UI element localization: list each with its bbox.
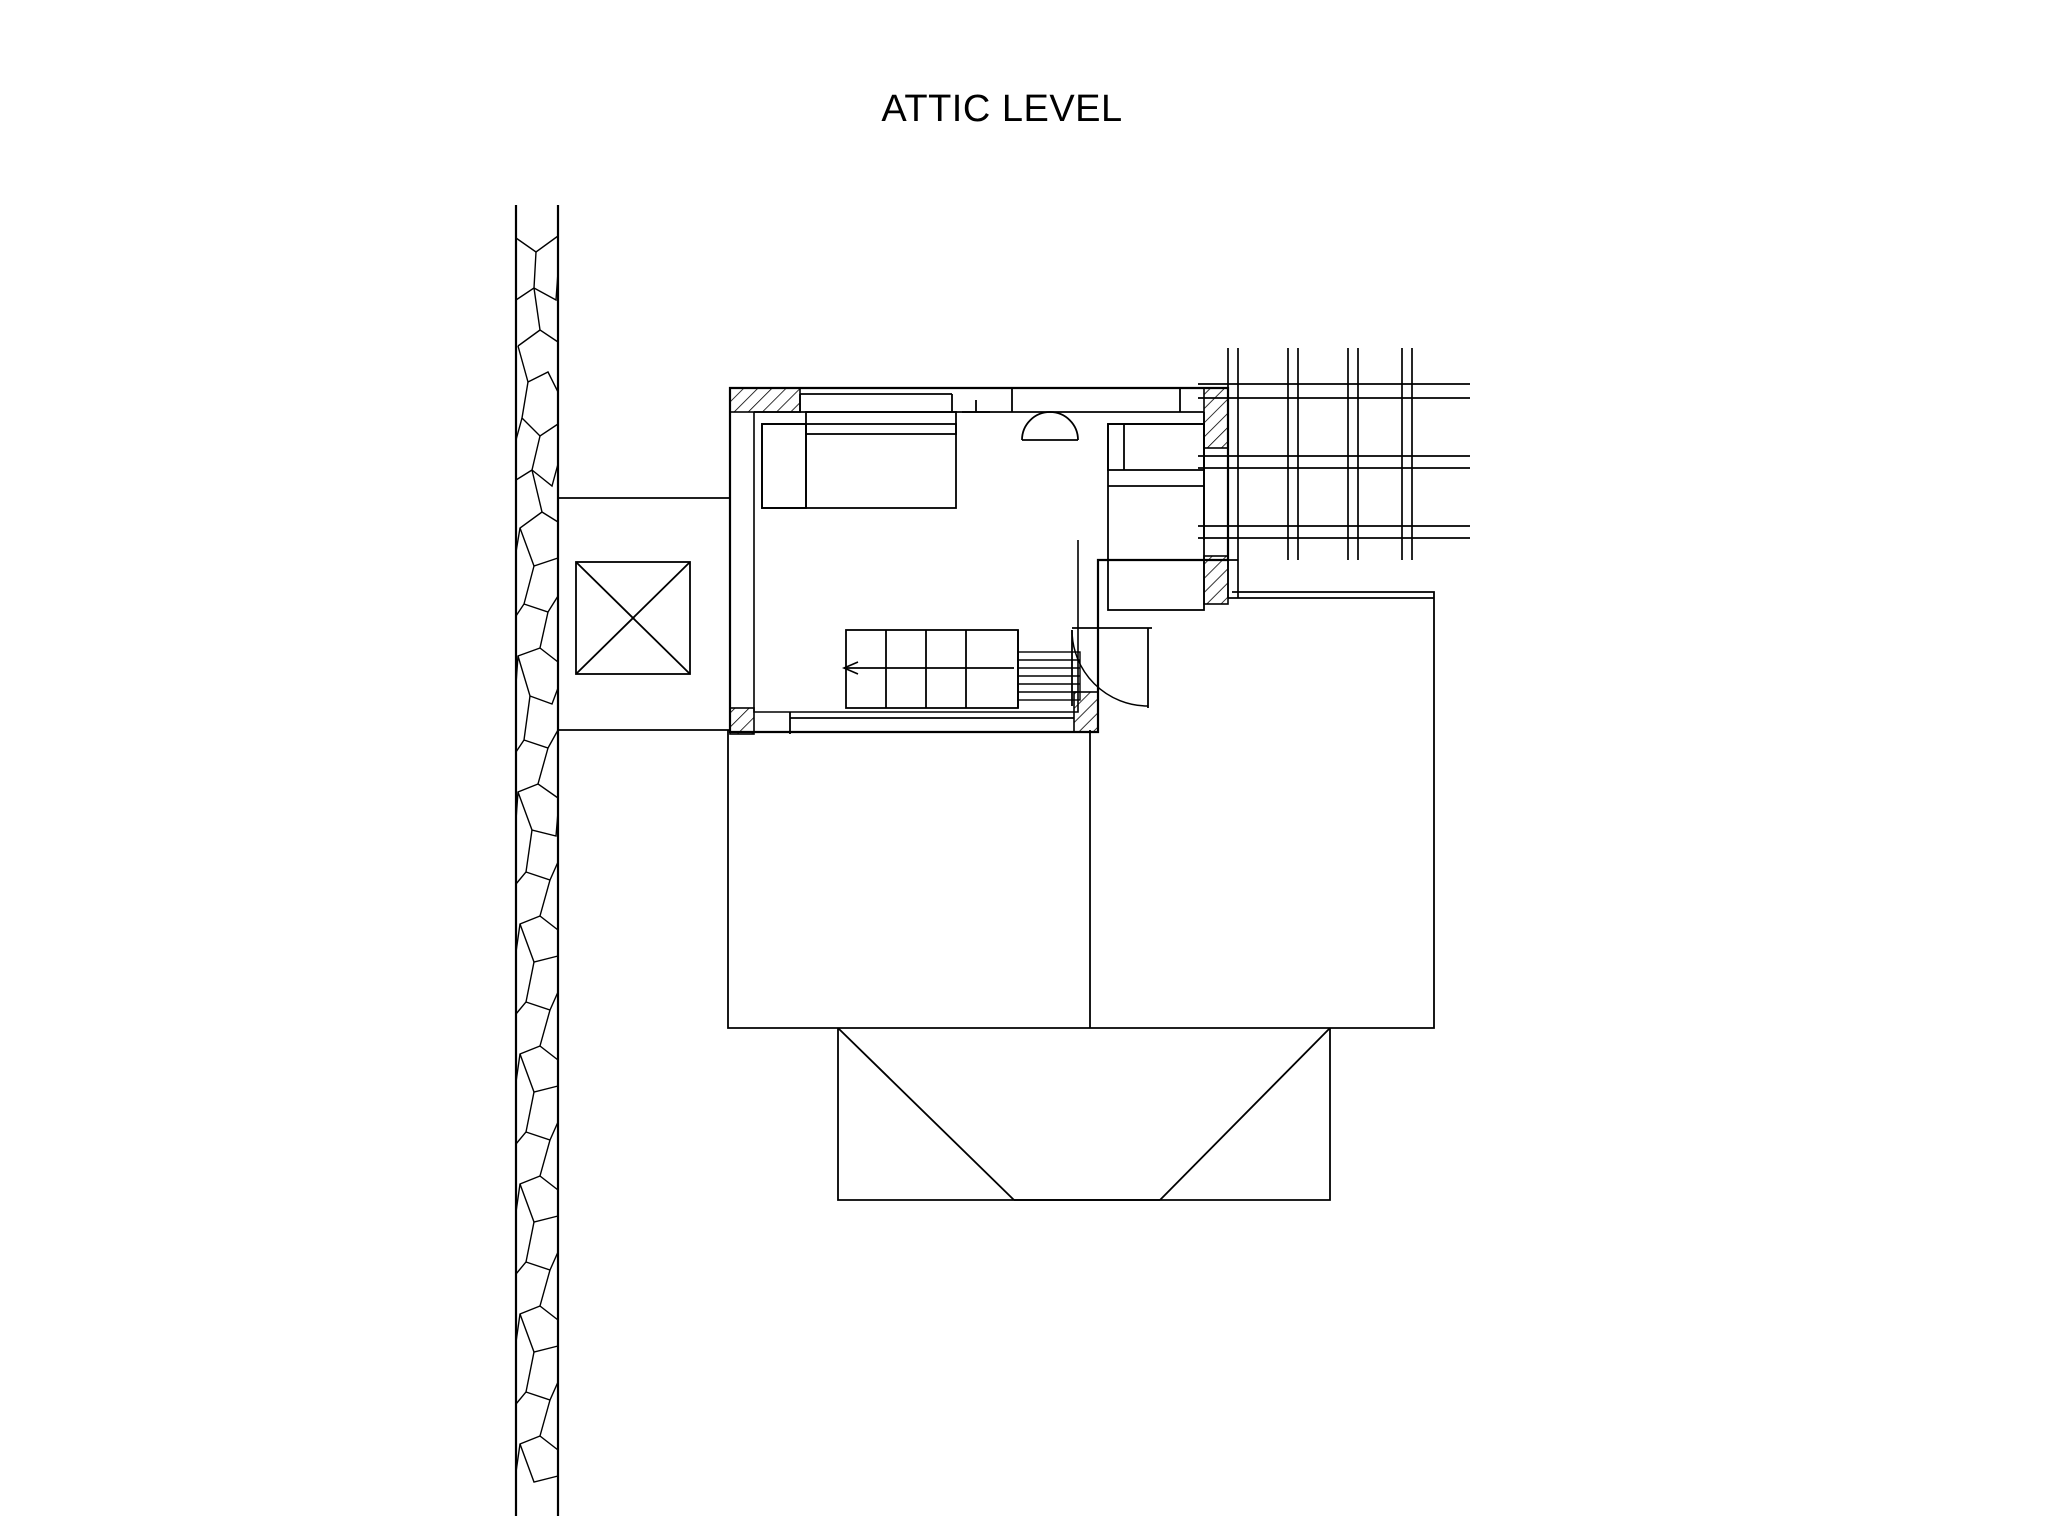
bed-furniture-left xyxy=(762,412,956,508)
roof-hip-lines xyxy=(838,1028,1330,1200)
rock-cliff-hatch xyxy=(516,205,558,1516)
attic-room-outer-wall xyxy=(730,388,1228,734)
bed-furniture-right xyxy=(1108,424,1204,610)
basin-arc xyxy=(1022,412,1078,440)
pergola-grid xyxy=(1198,348,1470,598)
square-with-diagonals-icon xyxy=(576,562,690,674)
staircase-run xyxy=(844,630,1080,708)
page-title: ATTIC LEVEL xyxy=(881,88,1123,130)
roof-outline-lower xyxy=(728,592,1434,1028)
